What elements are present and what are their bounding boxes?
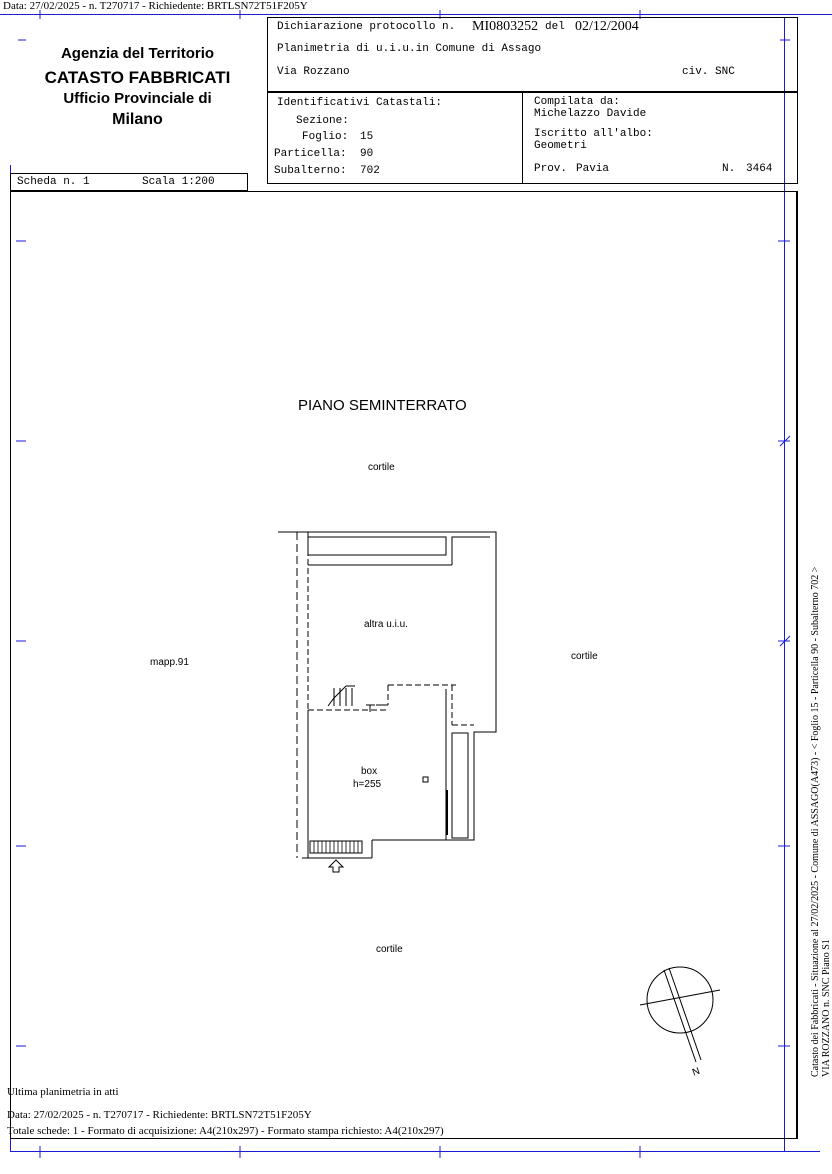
last-plan-note: Ultima planimetria in atti — [7, 1086, 119, 1098]
foglio-value: 15 — [360, 131, 374, 143]
agency-city: Milano — [112, 111, 163, 128]
cortile-bottom-label: cortile — [376, 944, 403, 955]
scale-label: Scala 1:200 — [142, 176, 215, 188]
num-label: N. — [722, 163, 736, 175]
foglio-label: Foglio: — [302, 131, 349, 143]
box-height-label: h=255 — [353, 779, 382, 790]
protocol-date: 02/12/2004 — [575, 19, 639, 34]
cortile-right-label: cortile — [571, 651, 598, 662]
agency-name: Agenzia del Territorio — [60, 45, 215, 62]
agency-office: Ufficio Provinciale di — [63, 90, 212, 107]
compiler-label: Compilata da: — [534, 96, 620, 108]
albo-label: Iscritto all'albo: — [534, 128, 653, 140]
particella-label: Particella: — [274, 148, 347, 160]
protocol-label: Dichiarazione protocollo n. — [277, 21, 456, 33]
albo-value: Geometri — [534, 140, 587, 152]
identifiers-title: Identificativi Catastali: — [277, 97, 443, 109]
protocol-del-label: del — [545, 21, 565, 33]
particella-value: 90 — [360, 148, 374, 160]
prov-value: Pavia — [576, 163, 610, 175]
num-value: 3464 — [746, 163, 773, 175]
prov-label: Prov. — [534, 163, 568, 175]
box-label: box — [361, 766, 378, 777]
compiler-name: Michelazzo Davide — [534, 108, 647, 120]
mapp-label: mapp.91 — [150, 657, 189, 668]
subalterno-value: 702 — [360, 165, 380, 177]
side-text-line1: Catasto dei Fabbricati - Situazione al 27/02/2025 - Comune di ASSAGO(A473) - < Foglio 15 - Particella 90 - Subalterno 702 > — [810, 566, 821, 1077]
footer-totals-line: Totale schede: 1 - Formato di acquisizione: A4(210x297) - Formato stampa richiesto: A4(210x297) — [7, 1125, 444, 1137]
protocol-number: MI0803252 — [472, 19, 539, 34]
cortile-top-label: cortile — [368, 462, 395, 473]
plan-line: Planimetria di u.i.u.in Comune di Assago — [277, 43, 542, 55]
subalterno-label: Subalterno: — [274, 165, 347, 177]
north-label: N — [690, 1064, 701, 1077]
footer-data-line: Data: 27/02/2025 - n. T270717 - Richiedente: BRTLSN72T51F205Y — [7, 1109, 312, 1121]
scheda-label: Scheda n. 1 — [17, 176, 90, 188]
header-line: Data: 27/02/2025 - n. T270717 - Richiedente: BRTLSN72T51F205Y — [3, 0, 308, 12]
civic-number: civ. SNC — [682, 66, 735, 78]
agency-dept: CATASTO FABBRICATI — [44, 68, 231, 87]
street: Via Rozzano — [277, 66, 350, 78]
altra-uiu-label: altra u.i.u. — [364, 619, 408, 630]
sezione-label: Sezione: — [296, 115, 349, 127]
side-text-line2: VIA ROZZANO n. SNC Piano S1 — [821, 939, 832, 1077]
plan-title: PIANO SEMINTERRATO — [298, 397, 467, 414]
